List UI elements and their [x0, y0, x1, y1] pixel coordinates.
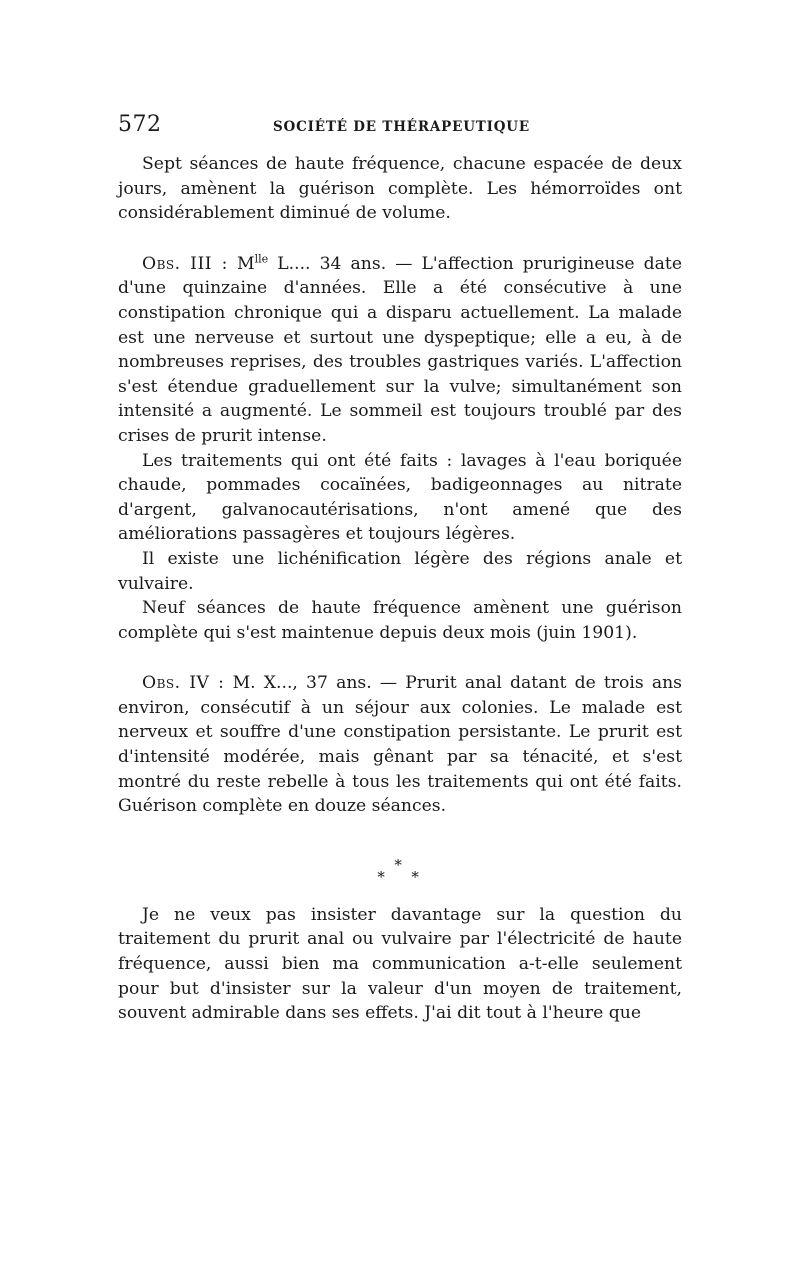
- book-page: [118, 112, 682, 1026]
- page-header: [118, 112, 682, 152]
- running-head: SOCIÉTÉ DE THÉRAPEUTIQUE: [273, 119, 530, 135]
- paragraph-obs3: [118, 252, 682, 449]
- paragraph-treatments: Les traitements qui ont été faits : lavages à l'eau boriquée chaude, pommades cocaïnées, badigeonnages au nitrate d'argent, galvanocautérisations, n'ont amené que des améliorations passagères et toujours légères.: [118, 450, 682, 545]
- observation-body: L.... 34 ans. — L'affection prurigineuse date d'une quinzaine d'années. Elle a été consécutive à une constipation chronique qui a disparu actuellement. La malade est une nerveuse et surtout une dyspeptique; elle a eu, à de nombreuses reprises, des troubles gastriques variés. L'affection s'est étendue graduellement sur la vulve; simultanément son intensité a augmenté. Le sommeil est toujours troublé par des crises de prurit intense.: [118, 253, 683, 446]
- section-separator: [118, 833, 682, 897]
- paragraph-discussion: Je ne veux pas insister davantage sur la question du traitement du prurit anal ou vulvaire par l'électricité de haute fréquence, aussi bien ma communication a-t-elle seulement pour but d'insister sur la valeur d'un moyen de traitement, souvent admirable dans ses effets. J'ai dit tout à l'heure que: [118, 904, 682, 1024]
- page-number: 572: [118, 112, 162, 137]
- separator-star-left: ∗: [376, 864, 387, 883]
- separator-star-right: ∗: [410, 864, 421, 883]
- observation-label: Obs. IV :: [142, 673, 225, 694]
- patient-title: M: [237, 253, 255, 274]
- paragraph-lichenification: Il existe une lichénification légère des régions anale et vulvaire.: [118, 548, 682, 594]
- paragraph-obs2-conclusion: Sept séances de haute fréquence, chacune espacée de deux jours, amènent la guérison complète. Les hémorroïdes ont considérablement diminué de volume.: [118, 154, 682, 224]
- separator-star-top: ∗: [393, 852, 404, 871]
- patient-title-superscript: lle: [254, 252, 269, 266]
- paragraph-obs4: [118, 671, 682, 819]
- observation-label: Obs. III :: [142, 253, 228, 274]
- observation-body: M. X..., 37 ans. — Prurit anal datant de trois ans environ, consécutif à un séjour aux colonies. Le malade est nerveux et souffre d'une constipation persistante. Le prurit est d'intensité modérée, mais gênant par sa ténacité, et s'est montré du reste rebelle à tous les traitements qui ont été faits. Guérison complète en douze séances.: [118, 673, 683, 817]
- paragraph-obs3-conclusion: Neuf séances de haute fréquence amènent une guérison complète qui s'est maintenue depuis deux mois (juin 1901).: [118, 598, 682, 643]
